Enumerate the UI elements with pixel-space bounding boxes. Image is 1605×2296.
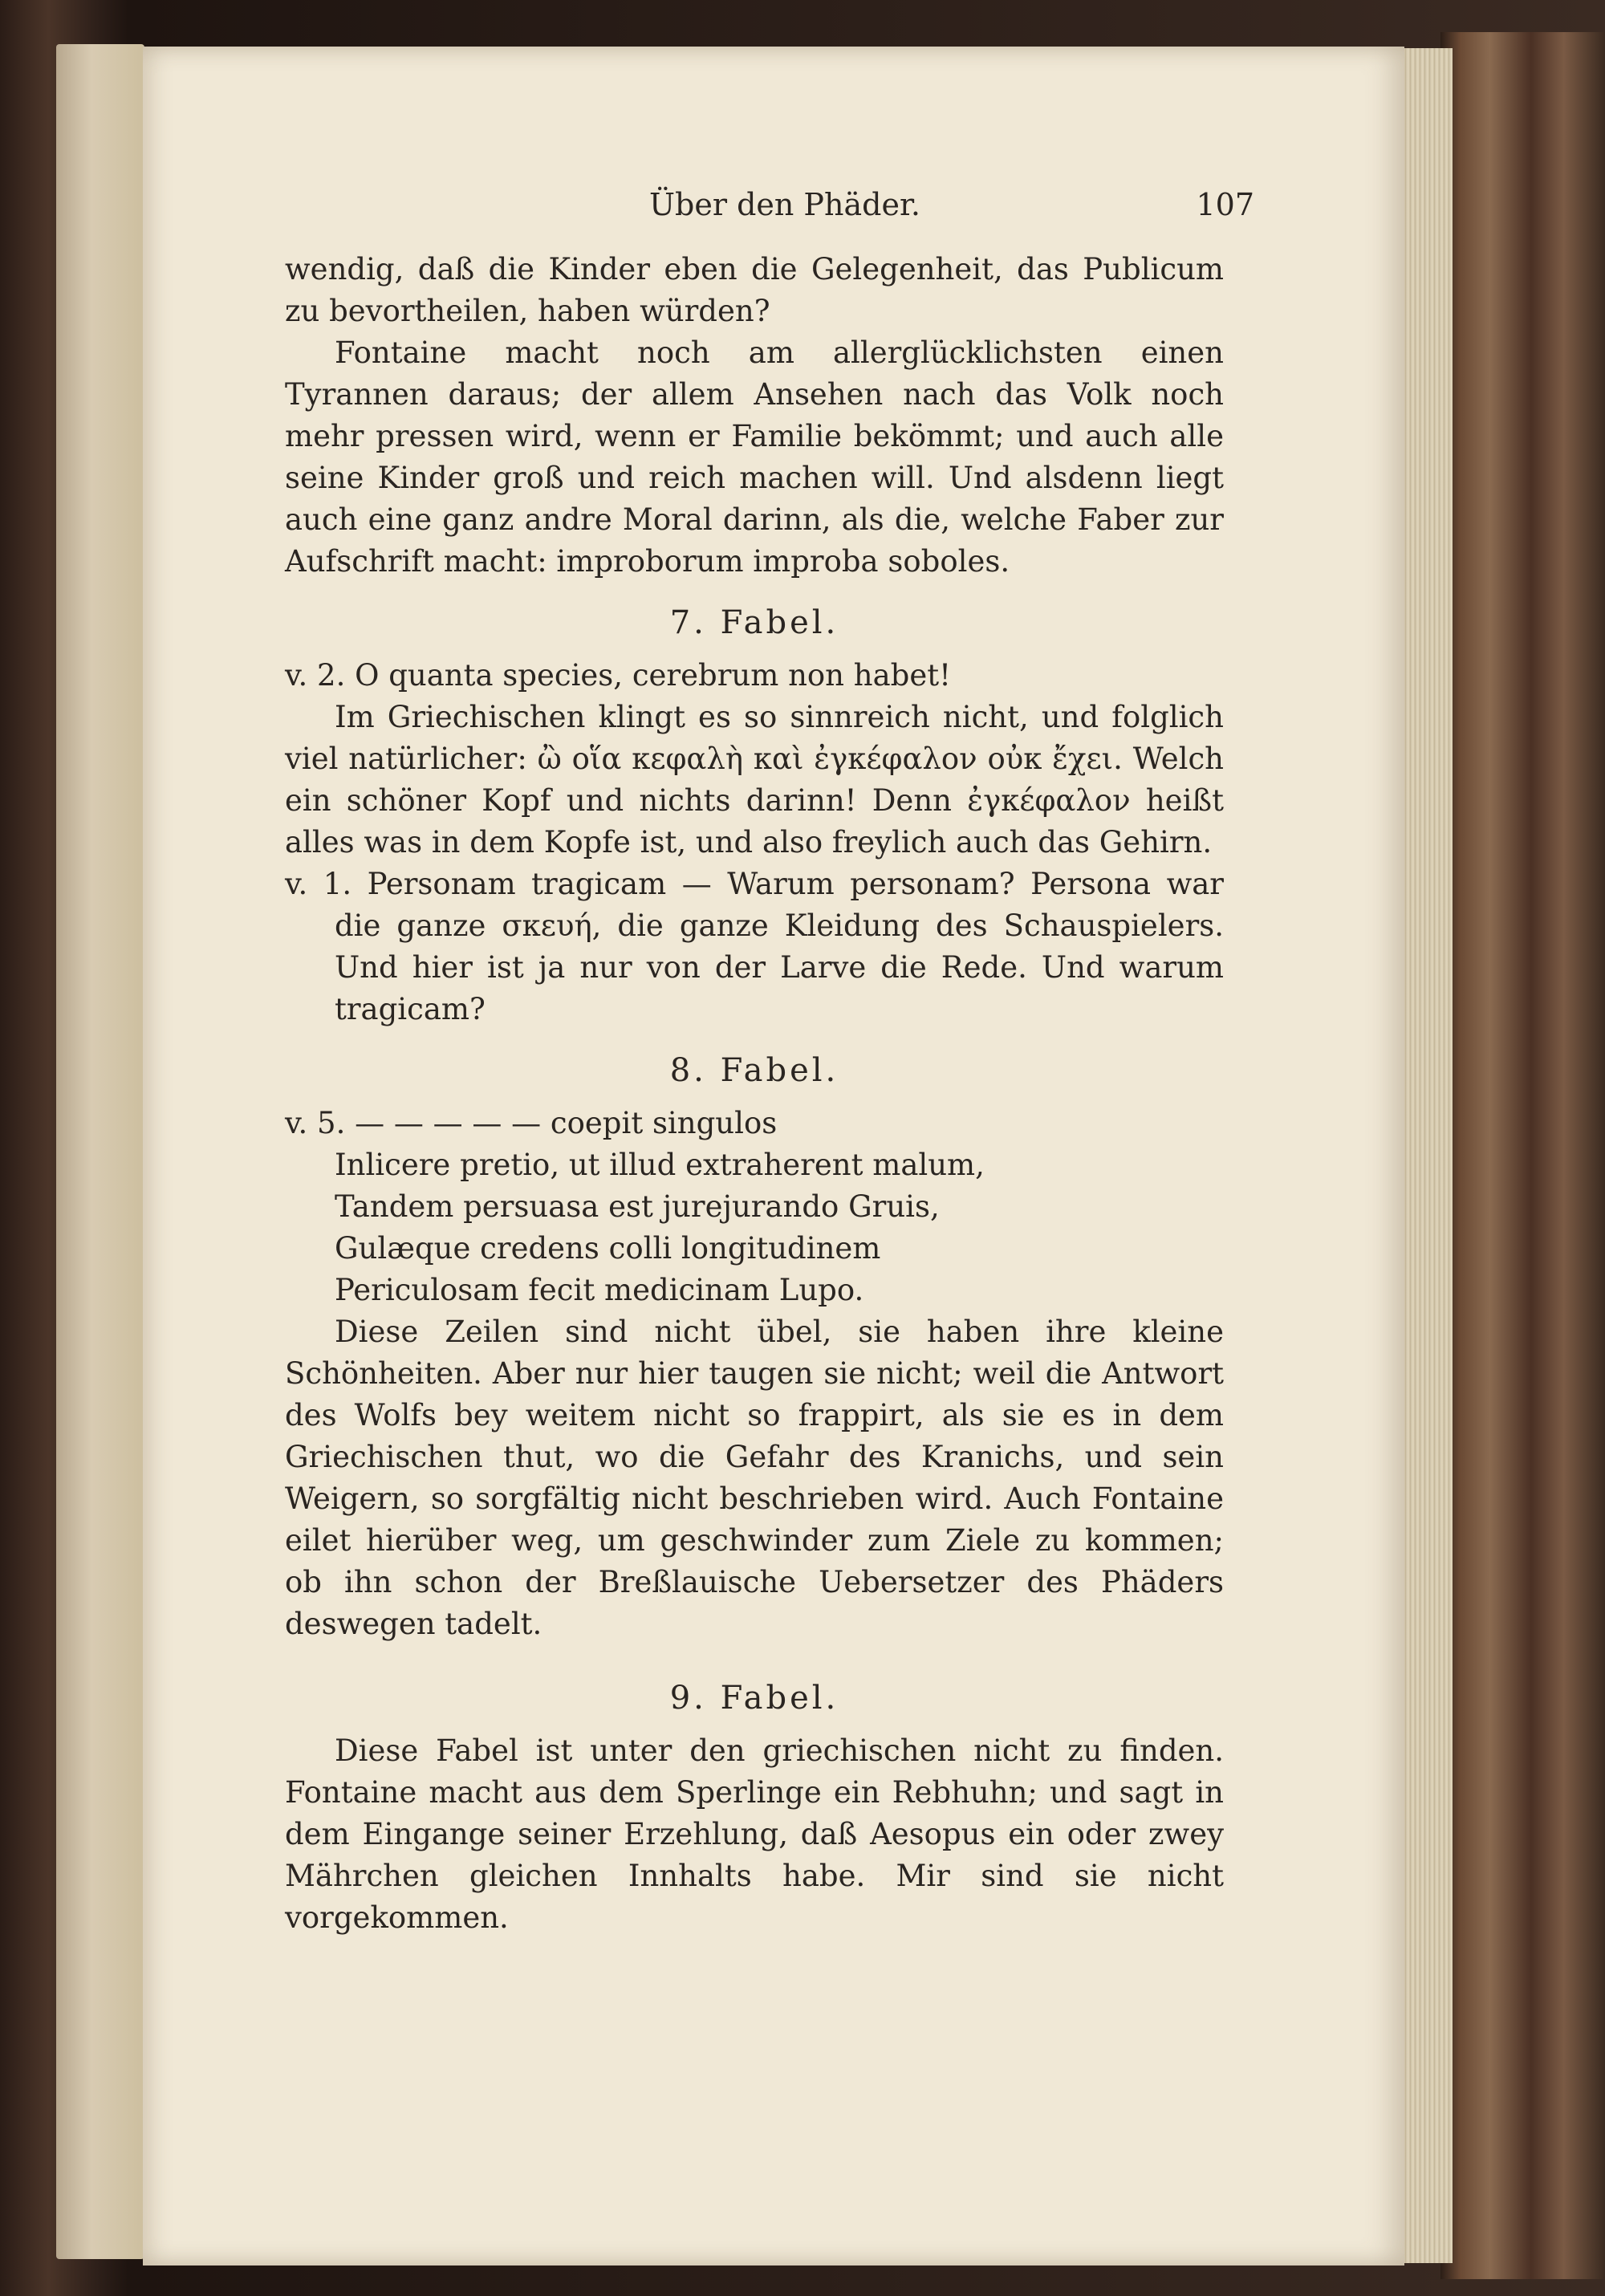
heading-fabel-9: 9. Fabel. — [669, 1680, 839, 1717]
page-header — [143, 187, 1404, 235]
paragraph-continued: wendig, daß die Kinder eben die Gelegenheit, das Publicum zu bevortheilen, haben würden? — [285, 252, 1224, 328]
verse-ref-v2: v. 2. O quanta species, cerebrum non habet! — [285, 658, 951, 693]
page-stack-edge — [1396, 48, 1453, 2263]
verse-line-4: Periculosam fecit medicinam Lupo. — [335, 1273, 864, 1307]
verse-line-1: Inlicere pretio, ut illud extraherent malum, — [335, 1148, 985, 1182]
page-body — [285, 249, 1224, 1939]
paragraph-sperling: Diese Fabel ist unter den griechischen nicht zu finden. Fontaine macht aus dem Sperlinge ein Rebhuhn; und sagt in dem Eingange seiner Erzehlung, daß Aesopus ein oder zwey Mährchen gleichen Innhalts habe. Mir sind sie nicht vorgekommen. — [285, 1733, 1224, 1935]
verse-ref-v1: v. 1. Personam tragicam — Warum personam? Persona war die ganze σκευή, die ganze Kleidung des Schauspielers. Und hier ist ja nur von der Larve die Rede. Und warum tragicam? — [285, 867, 1224, 1026]
verse-line-2: Tandem persuasa est jurejurando Gruis, — [335, 1189, 940, 1224]
page-number: 107 — [1196, 187, 1254, 222]
heading-fabel-7: 7. Fabel. — [669, 604, 839, 641]
verse-ref-v5: v. 5. — — — — — coepit singulos — [285, 1106, 778, 1140]
facing-page-edge — [56, 44, 144, 2259]
paragraph-greek: Im Griechischen klingt es so sinnreich nicht, und folglich viel natürlicher: ὢ οἵα κεφαλὴ καὶ ἐγκέφαλον οὐκ ἔχει. Welch ein schöner Kopf und nichts darinn! Denn ἐγκέφαλον heißt alles was in dem Kopfe ist, und also freylich auch das Gehirn. — [285, 700, 1224, 859]
paragraph-fontaine: Fontaine macht noch am allerglücklichsten einen Tyrannen daraus; der allem Ansehen nach das Volk noch mehr pressen wird, wenn er Familie bekömmt; und auch alle seine Kinder groß und reich machen will. Und alsdenn liegt auch eine ganz andre Moral darinn, als die, welche Faber zur Aufschrift macht: improborum improba soboles. — [285, 335, 1224, 579]
book-spine — [1440, 32, 1605, 2279]
running-head: Über den Phäder. — [648, 187, 921, 222]
verse-line-3: Gulæque credens colli longitudinem — [335, 1231, 881, 1266]
paragraph-zeilen: Diese Zeilen sind nicht übel, sie haben ihre kleine Schönheiten. Aber nur hier taugen sie nicht; weil die Antwort des Wolfs bey weitem nicht so frappirt, als sie es in dem Griechischen thut, wo die Gefahr des Kranichs, und sein Weigern, so sorgfältig nicht beschrieben wird. Auch Fontaine eilet hierüber weg, um geschwinder zum Ziele zu kommen; ob ihn schon der Breßlauische Uebersetzer des Phäders deswegen tadelt. — [285, 1315, 1224, 1641]
heading-fabel-8: 8. Fabel. — [669, 1052, 839, 1089]
